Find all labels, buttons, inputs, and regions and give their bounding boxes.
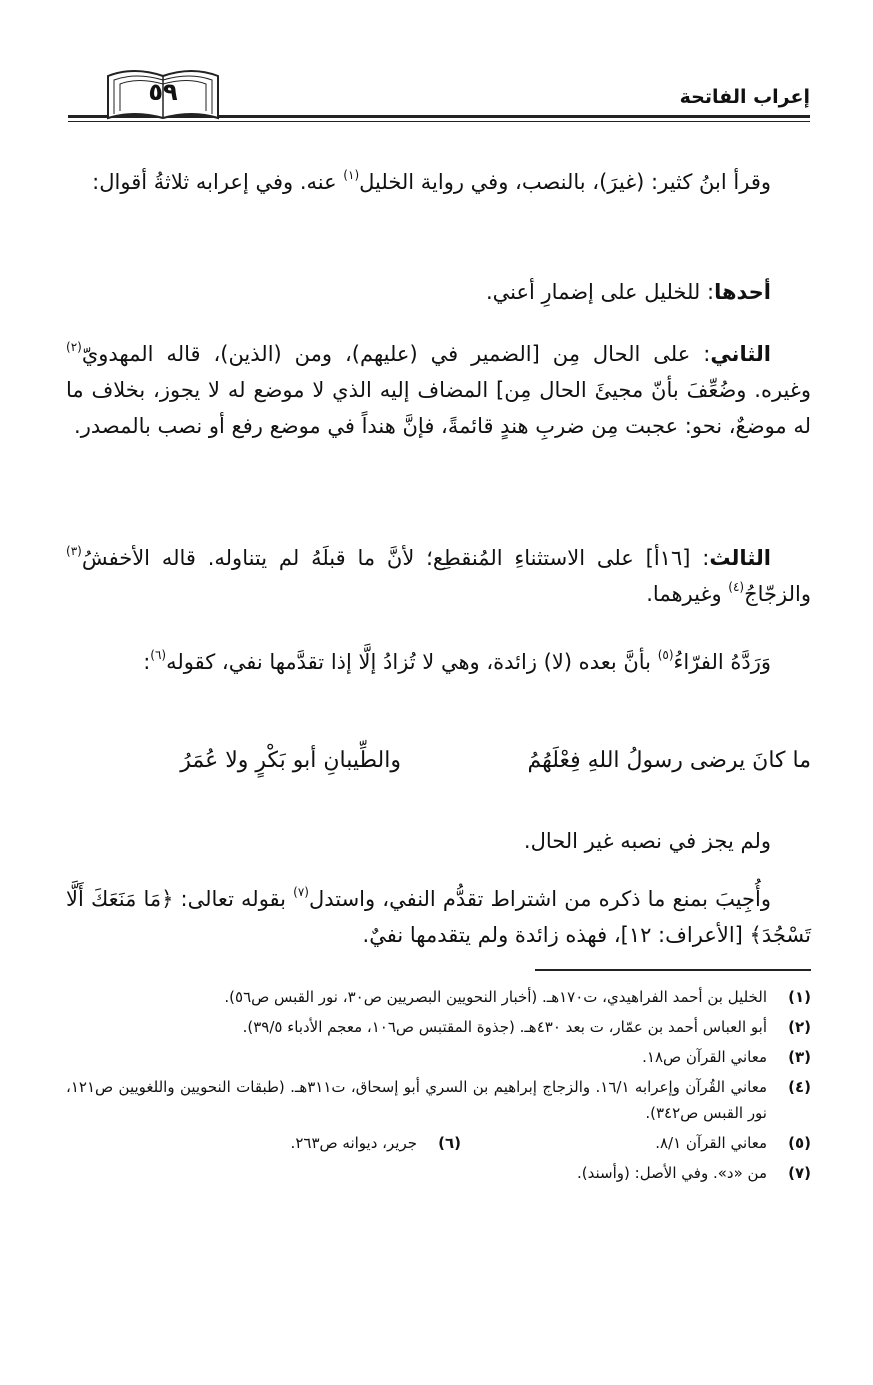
footnote-5 [461,1130,811,1156]
p1-text-b: عنه. وفي إعرابه ثلاثةُ أقوال: [92,170,344,194]
running-title: إعراب الفاتحة [679,86,810,108]
footnote-ref-1: (١) [343,168,360,182]
footnote-3 [66,1044,811,1070]
p7-text-a: وأُجِيبَ بمنع ما ذكره من اشتراط تقدُّم النفي، واستدل [308,887,771,911]
p4-lead: الثالث [709,546,771,570]
footnote-number: (٥) [788,1134,811,1152]
verse-hemistich-2: والطِّيبانِ أبو بَكْرٍ ولا عُمَرُ [180,748,401,773]
poetry-verse [66,748,811,798]
page-number-ornament [104,64,222,120]
p1-text-a: وقرأ ابنُ كثير: (غيرَ)، بالنصب، وفي رواية الخليل [359,170,771,194]
p5-text-a: وَرَدَّهُ الفرّاءُ [673,650,771,674]
footnote-number: (٤) [788,1078,811,1096]
p5-text-b: بأنَّ بعده (لا) زائدة، وهي لا تُزادُ إلَّا إذا تقدَّمها نفي، كقوله [166,650,658,674]
footnote-ref-7: (٧) [293,885,309,899]
footnote-ref-6: (٦) [150,648,167,662]
paragraph-2 [66,274,811,310]
p4-text-b: والزجّاجُ [744,582,811,606]
footnote-ref-5: (٥) [657,648,674,662]
page-number: ٥٩ [148,78,178,106]
footnote-text: من «د». وفي الأصل: (وأسند). [577,1164,767,1182]
footnote-ref-4: (٤) [728,580,745,594]
footnote-number: (٧) [788,1164,811,1182]
paragraph-4 [66,540,811,612]
p5-text-c: : [143,650,151,674]
footnote-1 [66,984,811,1010]
footnote-4 [66,1074,811,1126]
p4-text-c: وغيرهما. [646,582,729,606]
p2-lead: أحدها [714,280,771,304]
footnote-number: (٣) [788,1048,811,1066]
footnote-number: (١) [788,988,811,1006]
footnote-text: الخليل بن أحمد الفراهيدي، ت١٧٠هـ. (أخبار النحويين البصريين ص٣٠، نور القبس ص٥٦). [224,988,767,1006]
footnote-separator [535,969,811,971]
paragraph-7 [66,881,811,953]
footnote-number: (٢) [788,1018,811,1036]
paragraph-3 [66,336,811,444]
footnote-2 [66,1014,811,1040]
footnote-ref-2: (٢) [66,340,82,354]
p6-text: ولم يجز في نصبه غير الحال. [523,829,771,853]
page-header [68,60,810,130]
footnote-ref-3: (٣) [66,544,82,558]
p3-lead: الثاني [710,342,771,366]
paragraph-6 [66,823,811,859]
footnote-number: (٦) [438,1134,461,1152]
p4-text-a: : [١٦أ] على الاستثناءِ المُنقطِع؛ لأنَّ ما قبلَهُ لم يتناوله. قاله الأخفشُ [81,546,710,570]
p3-text-b: وغيره. وضُعِّفَ بأنّ مجيئَ الحال مِن] المضاف إليه الذي لا موضع له لا يجوز، بخلاف ما له موضعٌ، نحو: عجبت مِن ضربِ هندٍ قائمةً، فإنَّ هنداً في موضع رفع أو نصب بالمصدر. [66,378,811,438]
p7-text-b: بقوله تعالى: ﴿مَا مَنَعَكَ أَلَّا تَسْجُدَ﴾ [الأعراف: ١٢]، فهذه زائدة ولم يتقدمها نفيٌ. [66,887,811,947]
footnote-pair-5-6 [66,1130,811,1156]
paragraph-1 [66,164,811,200]
footnote-text: جرير، ديوانه ص٢٦٣. [290,1134,417,1152]
footnote-text: معاني القرآن ٨/١. [655,1134,767,1152]
footnote-text: أبو العباس أحمد بن عمّار، ت بعد ٤٣٠هـ. (جذوة المقتبس ص١٠٦، معجم الأدباء ٣٩/٥). [242,1018,767,1036]
p3-text-a: : على الحال مِن [الضمير في (عليهم)، ومن (الذين)، قاله المهدويّ [81,342,711,366]
footnotes [66,984,811,1190]
footnote-text: معاني القُرآن وإعرابه ١٦/١. والزجاج إبراهيم بن السري أبو إسحاق، ت٣١١هـ. (طبقات النحويين واللغويين ص١٢١، نور القبس ص٣٤٢). [66,1078,767,1122]
footnote-7 [66,1160,811,1186]
verse-hemistich-1: ما كانَ يرضى رسولُ اللهِ فِعْلَهُمُ [527,748,811,773]
footnote-text: معاني القرآن ص١٨. [642,1048,767,1066]
paragraph-5 [66,644,811,680]
p2-text: : للخليل على إضمارِ أعني. [485,280,715,304]
footnote-6 [111,1130,461,1156]
